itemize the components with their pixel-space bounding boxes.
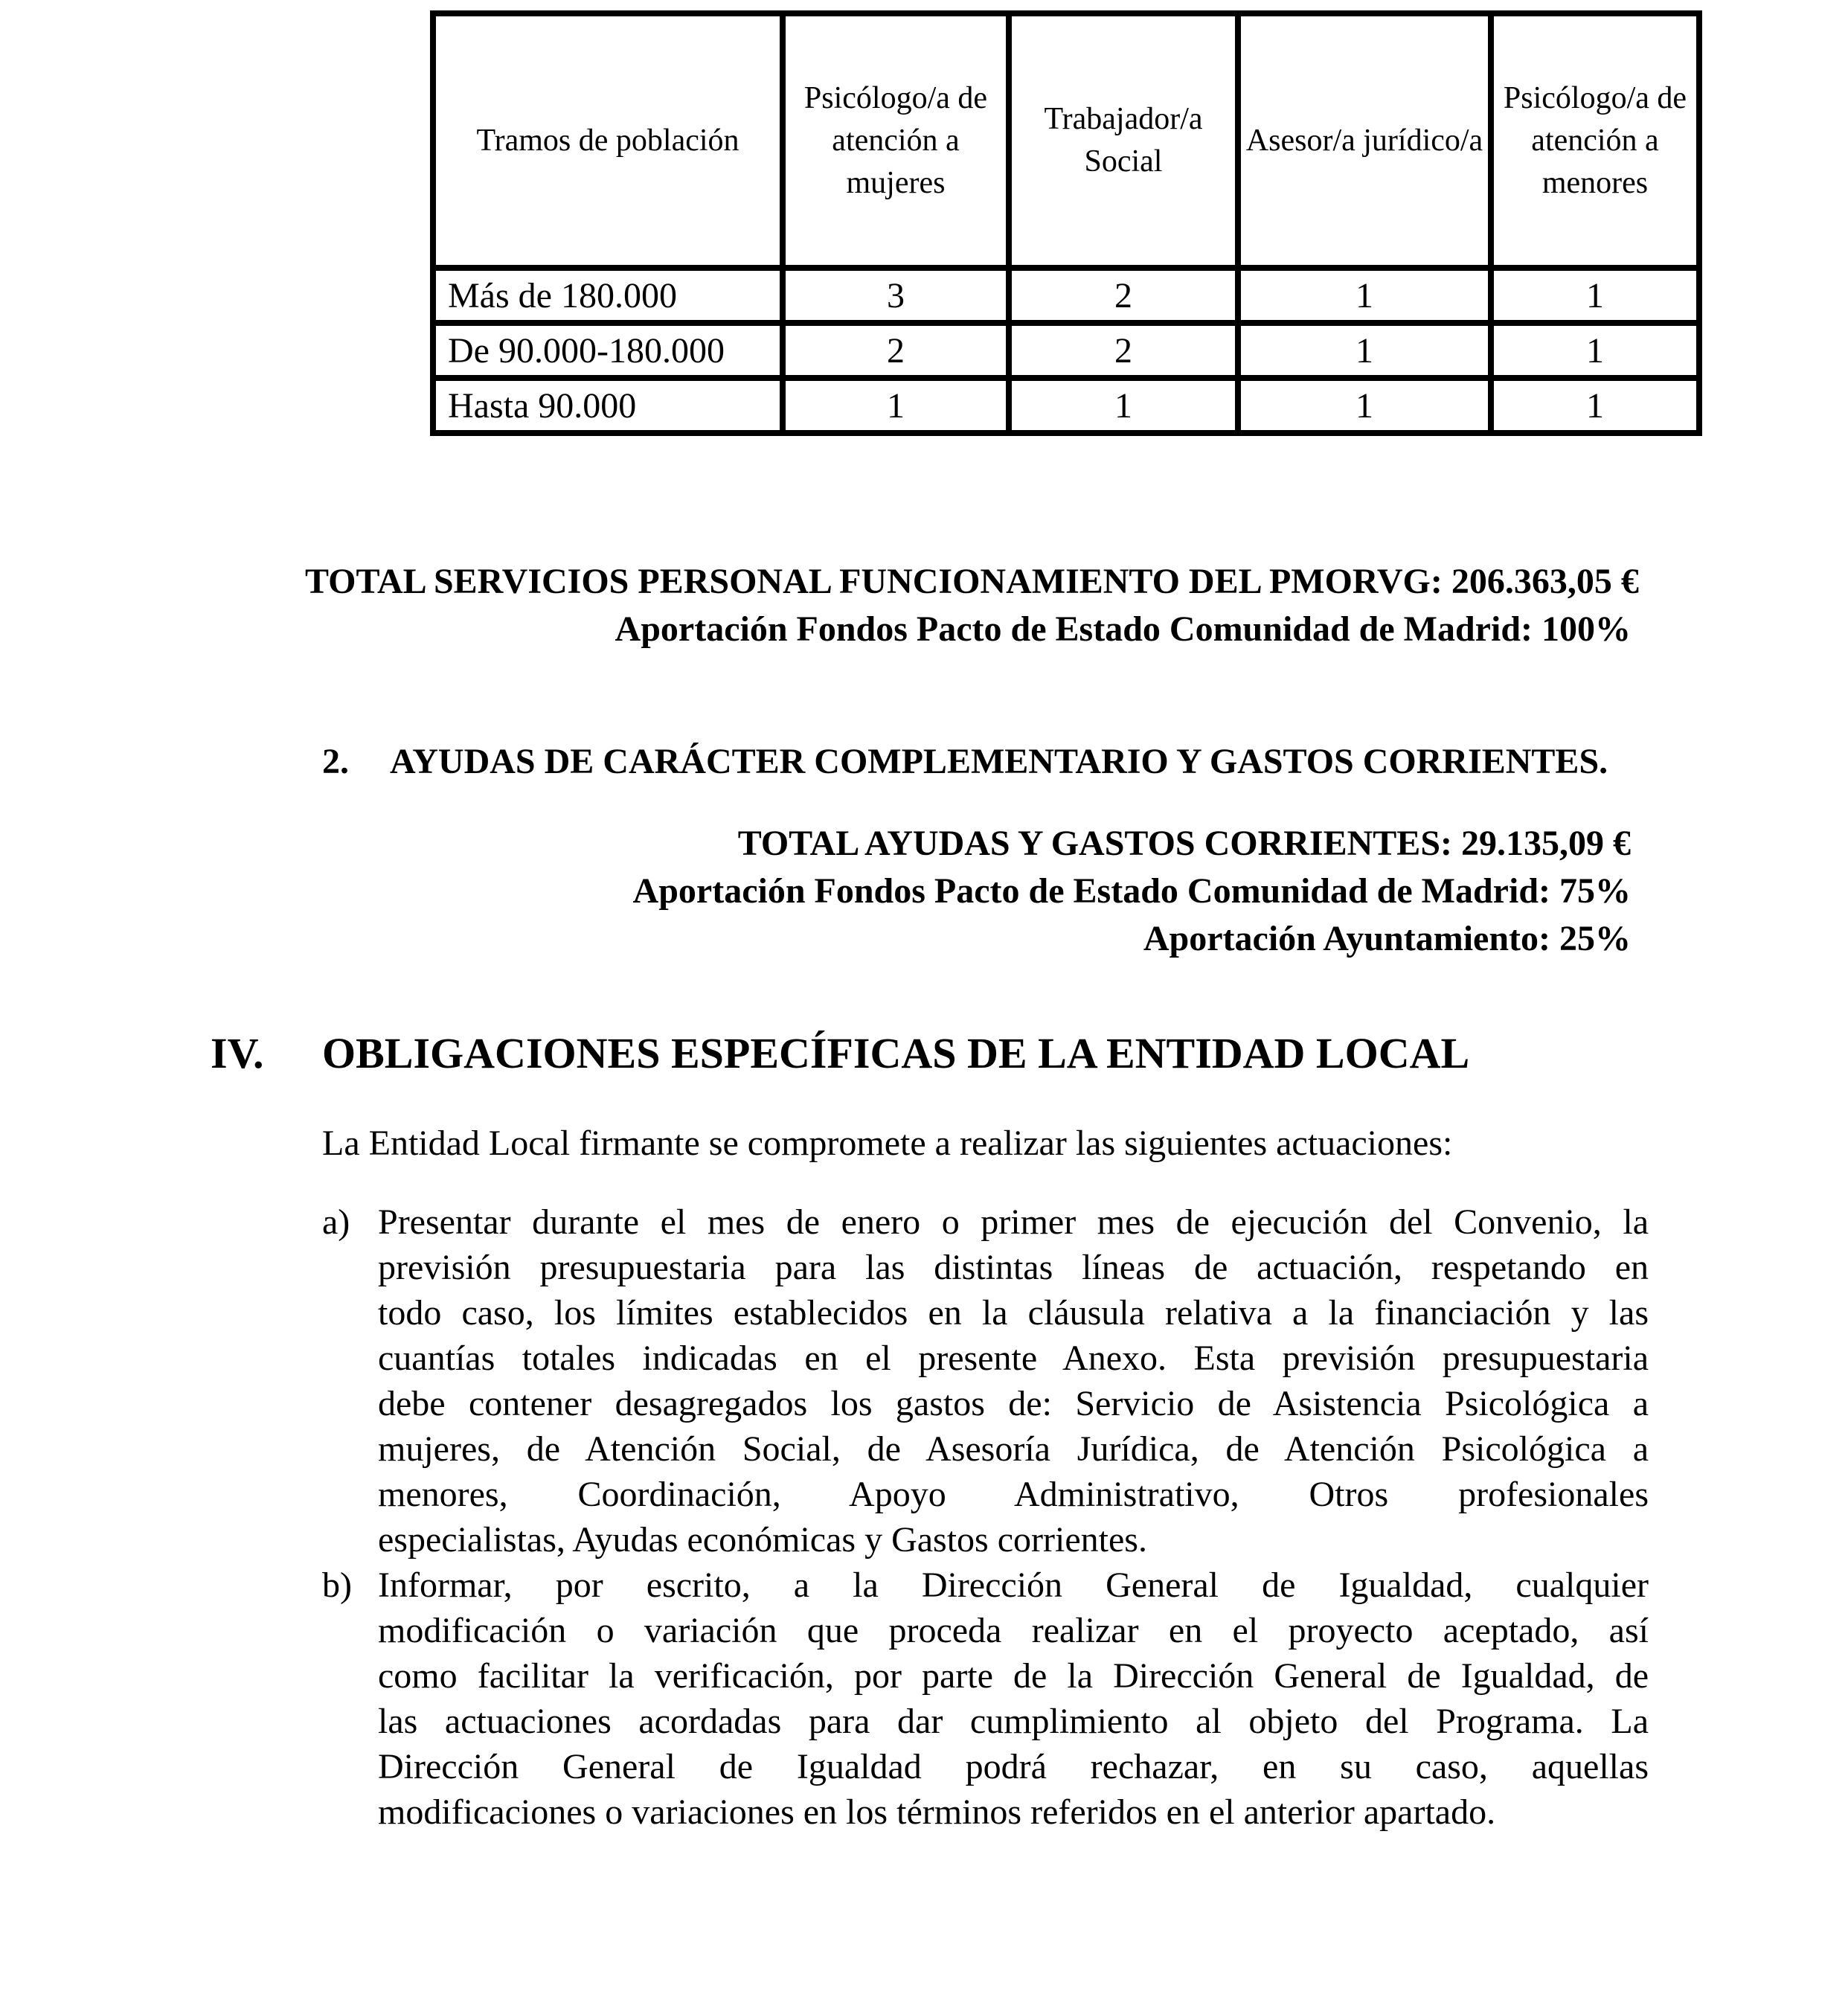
section-2-title: AYUDAS DE CARÁCTER COMPLEMENTARIO Y GASTOS CORRIENTES. (390, 742, 1608, 781)
table-cell: 2 (783, 323, 1009, 378)
paragraph-line: Informar, por escrito, a la Dirección General de Igualdad, cualquier (378, 1565, 1649, 1605)
table-cell: 1 (1238, 378, 1491, 433)
table-row (433, 378, 1699, 433)
section-4-title: OBLIGACIONES ESPECÍFICAS DE LA ENTIDAD LOCAL (322, 1029, 1470, 1077)
totals-services-block (305, 558, 1639, 653)
table-header-tramos: Tramos de población (433, 13, 783, 268)
paragraph-line: menores, Coordinación, Apoyo Administrativo, Otros profesionales (378, 1475, 1649, 1514)
section-4-heading (211, 1028, 1469, 1078)
table-cell: 2 (1009, 323, 1238, 378)
totals-ayudas-aportacion-madrid: Aportación Fondos Pacto de Estado Comunidad de Madrid: 75% (632, 871, 1631, 911)
totals-ayudas-block (305, 820, 1631, 963)
paragraph-line: mujeres, de Atención Social, de Asesoría Jurídica, de Atención Psicológica a (378, 1429, 1649, 1469)
table-cell: 1 (1238, 268, 1491, 323)
row-label: Más de 180.000 (433, 268, 783, 323)
table-cell: 1 (1491, 378, 1699, 433)
row-label: De 90.000-180.000 (433, 323, 783, 378)
list-item-b (322, 1562, 1649, 1835)
paragraph-line: todo caso, los límites establecidos en la cláusula relativa a la financiación y las (378, 1293, 1649, 1333)
totals-ayudas-aportacion-ayuntamiento: Aportación Ayuntamiento: 25% (1143, 919, 1631, 958)
section-2-heading (322, 741, 1608, 782)
paragraph-line: Presentar durante el mes de enero o primer mes de ejecución del Convenio, la (378, 1202, 1649, 1242)
table-cell: 3 (783, 268, 1009, 323)
section-2-number: 2. (322, 742, 349, 781)
totals-services-aportacion: Aportación Fondos Pacto de Estado Comunidad de Madrid: 100% (615, 609, 1631, 649)
paragraph-line: debe contener desagregados los gastos de: Servicio de Asistencia Psicológica a (378, 1384, 1649, 1423)
obligations-list (322, 1199, 1649, 1835)
item-a-marker: a) (322, 1202, 350, 1242)
table-header-trabajador-social: Trabajador/a Social (1009, 13, 1238, 268)
paragraph-line: las actuaciones acordadas para dar cumplimiento al objeto del Programa. La (378, 1702, 1649, 1741)
table-cell: 1 (1009, 378, 1238, 433)
table-cell: 1 (1238, 323, 1491, 378)
row-label: Hasta 90.000 (433, 378, 783, 433)
table-cell: 1 (1491, 323, 1699, 378)
item-b-marker: b) (322, 1565, 352, 1605)
paragraph-line: como facilitar la verificación, por parte de la Dirección General de Igualdad, de (378, 1656, 1649, 1696)
paragraph-line: Dirección General de Igualdad podrá rechazar, en su caso, aquellas (378, 1747, 1649, 1786)
paragraph-line: modificaciones o variaciones en los términos referidos en el anterior apartado. (378, 1792, 1496, 1832)
table-header-psicologo-menores: Psicólogo/a de atención a menores (1491, 13, 1699, 268)
table-cell: 2 (1009, 268, 1238, 323)
paragraph-line: previsión presupuestaria para las distintas líneas de actuación, respetando en (378, 1248, 1649, 1287)
table-cell: 1 (783, 378, 1009, 433)
totals-services-amount: TOTAL SERVICIOS PERSONAL FUNCIONAMIENTO DEL PMORVG: 206.363,05 € (305, 562, 1639, 601)
table-cell: 1 (1491, 268, 1699, 323)
section-4-number: IV. (211, 1029, 264, 1077)
table-header-asesor-juridico: Asesor/a jurídico/a (1238, 13, 1491, 268)
table-row (433, 323, 1699, 378)
section-4-intro: La Entidad Local firmante se compromete a realizar las siguientes actuaciones: (322, 1123, 1453, 1163)
table-row (433, 268, 1699, 323)
staffing-table (430, 10, 1702, 436)
paragraph-line: modificación o variación que proceda realizar en el proyecto aceptado, así (378, 1611, 1649, 1650)
table-header-row (433, 13, 1699, 268)
list-item-a (322, 1199, 1649, 1562)
table-header-psicologo-mujeres: Psicólogo/a de atención a mujeres (783, 13, 1009, 268)
paragraph-line: cuantías totales indicadas en el presente Anexo. Esta previsión presupuestaria (378, 1339, 1649, 1378)
paragraph-line: especialistas, Ayudas económicas y Gastos corrientes. (378, 1520, 1147, 1560)
totals-ayudas-amount: TOTAL AYUDAS Y GASTOS CORRIENTES: 29.135,09 € (737, 824, 1631, 863)
